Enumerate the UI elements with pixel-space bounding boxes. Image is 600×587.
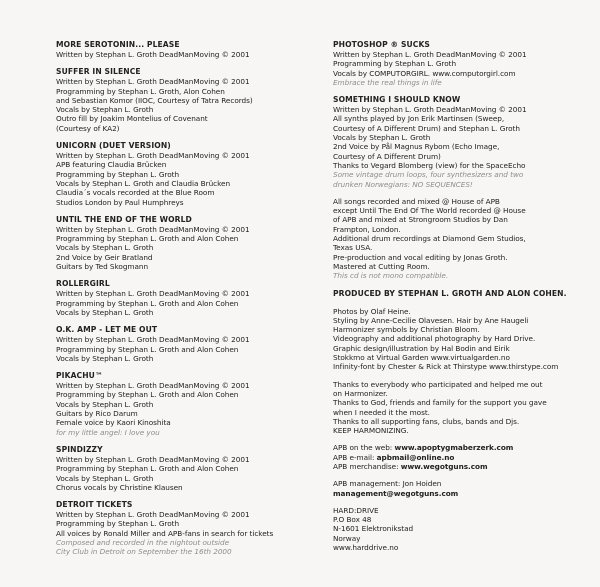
credit-line: Vocals by Stephan L. Groth <box>56 399 154 409</box>
management-email[interactable]: management@wegotguns.com <box>333 488 459 498</box>
credit-line: Written by Stephan L. Groth DeadManMoving © 2001 <box>56 335 250 345</box>
recording-note-line: Texas USA. <box>333 243 373 253</box>
song-title: MORE SEROTONIN... PLEASE <box>56 40 180 49</box>
left-column <box>56 40 311 565</box>
credit-line: Programming by Stephan L. Groth <box>56 169 180 179</box>
credit-line: 2nd Voice by Geir Bratland <box>56 252 153 262</box>
credit-line: Written by Stephan L. Groth DeadManMoving © 2001 <box>56 381 250 391</box>
label-address <box>333 506 595 552</box>
thanks-section <box>333 380 595 436</box>
producer-credit <box>333 289 595 299</box>
credit-line: Infinity-font by Chester & Rick at Thirstype www.thirstype.com <box>333 362 559 372</box>
credit-line: Some vintage drum loops, four synthesizers and two <box>333 170 524 180</box>
web-link-url[interactable]: apbmail@online.no <box>376 452 455 462</box>
thanks-line: Thanks to God, friends and family for the support you gave <box>333 398 547 408</box>
address-line: HARD:DRIVE <box>333 505 379 515</box>
thanks-line: Thanks to everybody who participated and helped me out <box>333 379 543 389</box>
credit-line: City Club in Detroit on September the 16th 2000 <box>56 547 232 557</box>
management-info <box>333 479 595 498</box>
address-line: Norway <box>333 533 361 543</box>
credit-line: for my little angel: I love you <box>56 427 160 437</box>
credit-line: Thanks to Vegard Blomberg (view) for the SpaceEcho <box>333 160 526 170</box>
song-title: UNTIL THE END OF THE WORLD <box>56 214 192 224</box>
credit-line: Outro fill by Joakim Montelius of Covenant <box>56 114 208 124</box>
credit-line: Embrace the real things in life <box>333 77 442 87</box>
address-line: www.harddrive.no <box>333 543 399 553</box>
credit-line: Programming by Stephan L. Groth and Alon Cohen <box>56 390 239 400</box>
right-song-credits <box>333 40 595 189</box>
web-link-row <box>333 453 595 462</box>
thanks-line: on Harmonizer. <box>333 388 388 398</box>
recording-note-line: of APB and mixed at Strongroom Studios by Dan <box>333 215 508 225</box>
credit-line: Programming by Stephan L. Groth and Alon Cohen <box>56 344 239 354</box>
left-song-block <box>56 67 311 133</box>
left-song-block <box>56 141 311 207</box>
credit-line: APB featuring Claudia Brücken <box>56 160 167 170</box>
left-song-block <box>56 215 311 271</box>
song-title: SUFFER IN SILENCE <box>56 67 141 77</box>
credit-line: All voices by Ronald Miller and APB-fans in search for tickets <box>56 528 274 538</box>
credit-line: Composed and recorded in the nightout outside <box>56 537 230 547</box>
credit-line: Vocals by Stephan L. Groth <box>56 353 154 363</box>
credit-line: Written by Stephan L. Groth DeadManMoving © 2001 <box>56 289 250 299</box>
credit-line: Studios London by Paul Humphreys <box>56 197 184 207</box>
song-title: O.K. AMP - LET ME OUT <box>56 325 158 335</box>
credit-line: Courtesy of A Different Drum) and Stephan L. Groth <box>333 123 520 133</box>
song-title: PIKACHU™ <box>56 371 103 381</box>
credit-line: Written by Stephan L. Groth DeadManMoving © 2001 <box>333 105 527 115</box>
credit-line: Courtesy of A Different Drum) <box>333 151 441 161</box>
left-song-block <box>56 325 311 363</box>
credit-line: Written by Stephan L. Groth DeadManMoving © 2001 <box>333 50 527 59</box>
credit-line: Female voice by Kaori Kinoshita <box>56 418 171 428</box>
management-label: APB management: Jon Hoiden <box>333 479 442 489</box>
credit-line: Chorus vocals by Christine Klausen <box>56 482 183 492</box>
credit-line: Videography and additional photography by Hard Drive. <box>333 334 536 344</box>
address-line: P.O Box 48 <box>333 515 372 525</box>
credit-line: Vocals by Stephan L. Groth <box>56 473 154 483</box>
recording-note-line: Pre-production and vocal editing by Jonas Groth. <box>333 252 508 262</box>
left-song-block <box>56 500 311 556</box>
credit-line: Photos by Olaf Heine. <box>333 306 411 316</box>
credit-line: Guitars by Ted Skogmann <box>56 262 149 272</box>
recording-notes <box>333 197 595 281</box>
credit-line: Written by Stephan L. Groth DeadManMoving © 2001 <box>56 224 250 234</box>
credit-line: Programming by Stephan L. Groth <box>56 519 180 529</box>
web-link-row <box>333 443 595 452</box>
produced-by-heading: PRODUCED BY STEPHAN L. GROTH AND ALON COHEN. <box>333 288 567 298</box>
credit-line: Written by Stephan L. Groth DeadManMoving © 2001 <box>56 77 250 87</box>
web-link-label: APB on the web: <box>333 443 395 453</box>
song-title: SOMETHING I SHOULD KNOW <box>333 95 461 105</box>
credit-line: Written by Stephan L. Groth DeadManMoving © 2001 <box>56 510 250 520</box>
credit-line: Styling by Anne-Cecilie Olavesen. Hair by Ane Haugeli <box>333 315 529 325</box>
recording-note-line: except Until The End Of The World recorded @ House <box>333 206 526 216</box>
left-song-block <box>56 371 311 437</box>
song-title: ROLLERGIRL <box>56 279 110 289</box>
credit-line: Programming by Stephan L. Groth and Alon Cohen <box>56 298 239 308</box>
recording-note-line: Mastered at Cutting Room. <box>333 261 430 271</box>
web-link-label: APB merchandise: <box>333 461 401 471</box>
credit-line: Vocals by Stephan L. Groth <box>56 307 154 317</box>
credit-line: Graphic design/illustration by Hal Bodin and Eirik <box>333 343 510 353</box>
artwork-credits <box>333 307 595 372</box>
thanks-line: when I needed it the most. <box>333 407 430 417</box>
web-link-url[interactable]: www.apoptygmaberzerk.com <box>394 443 514 453</box>
right-song-block <box>333 95 595 189</box>
credit-line: Written by Stephan L. Groth DeadManMoving © 2001 <box>56 454 250 464</box>
web-link-url[interactable]: www.wegotguns.com <box>400 461 488 471</box>
credit-line: and Sebastian Komor (IIOC, Courtesy of Tatra Records) <box>56 95 253 105</box>
credit-line: All synths played by Jon Erik Martinsen (Sweep, <box>333 114 505 124</box>
credit-line: Vocals by Stephan L. Groth and Claudia Brücken <box>56 178 231 188</box>
credit-line: Programming by Stephan L. Groth <box>333 59 457 69</box>
credit-line: Vocals by COMPUTORGIRL. www.computorgirl.com <box>333 68 516 78</box>
recording-note-line: This cd is not mono compatible. <box>333 271 449 281</box>
web-link-row <box>333 462 595 471</box>
credit-line: Programming by Stephan L. Groth, Alon Cohen <box>56 86 225 96</box>
song-title: SPINDIZZY <box>56 444 103 454</box>
credit-line: drunken Norwegians: NO SEQUENCES! <box>333 179 473 189</box>
right-song-block <box>333 40 595 87</box>
credit-line: 2nd Voice by Pål Magnus Rybom (Echo Image, <box>333 142 500 152</box>
credit-line: Vocals by Stephan L. Groth <box>56 105 154 115</box>
address-line: N-1601 Elektronikstad <box>333 524 414 534</box>
credit-line: Vocals by Stephan L. Groth <box>56 243 154 253</box>
song-title: PHOTOSHOP ® SUCKS <box>333 40 430 49</box>
credit-line: Stokkmo at Virtual Garden www.virtualgarden.no <box>333 353 510 363</box>
credit-line: Written by Stephan L. Groth DeadManMoving © 2001 <box>56 50 250 59</box>
credit-line: Programming by Stephan L. Groth and Alon Cohen <box>56 234 239 244</box>
thanks-line: KEEP HARMONIZING. <box>333 426 409 436</box>
credit-line: Harmonizer symbols by Christian Bloom. <box>333 325 480 335</box>
credit-line: Written by Stephan L. Groth DeadManMoving © 2001 <box>56 151 250 161</box>
thanks-line: Thanks to all supporting fans, clubs, bands and Djs. <box>333 416 520 426</box>
left-song-block <box>56 445 311 492</box>
web-link-label: APB e-mail: <box>333 452 377 462</box>
credit-line: Programming by Stephan L. Groth and Alon Cohen <box>56 464 239 474</box>
right-column <box>333 40 595 560</box>
recording-note-line: Additional drum recordings at Diamond Gem Studios, <box>333 234 526 244</box>
web-links <box>333 443 595 471</box>
recording-note-line: Frampton, London. <box>333 224 401 234</box>
credit-line: Guitars by Rico Darum <box>56 409 138 419</box>
credit-line: (Courtesy of KA2) <box>56 123 120 133</box>
left-song-block <box>56 279 311 317</box>
credit-line: Vocals by Stephan L. Groth <box>333 133 431 143</box>
credit-line: Claudia´s vocals recorded at the Blue Room <box>56 188 215 198</box>
song-title: UNICORN (DUET VERSION) <box>56 141 171 151</box>
song-title: DETROIT TICKETS <box>56 500 133 510</box>
left-song-block <box>56 40 311 59</box>
recording-note-line: All songs recorded and mixed @ House of APB <box>333 196 500 206</box>
